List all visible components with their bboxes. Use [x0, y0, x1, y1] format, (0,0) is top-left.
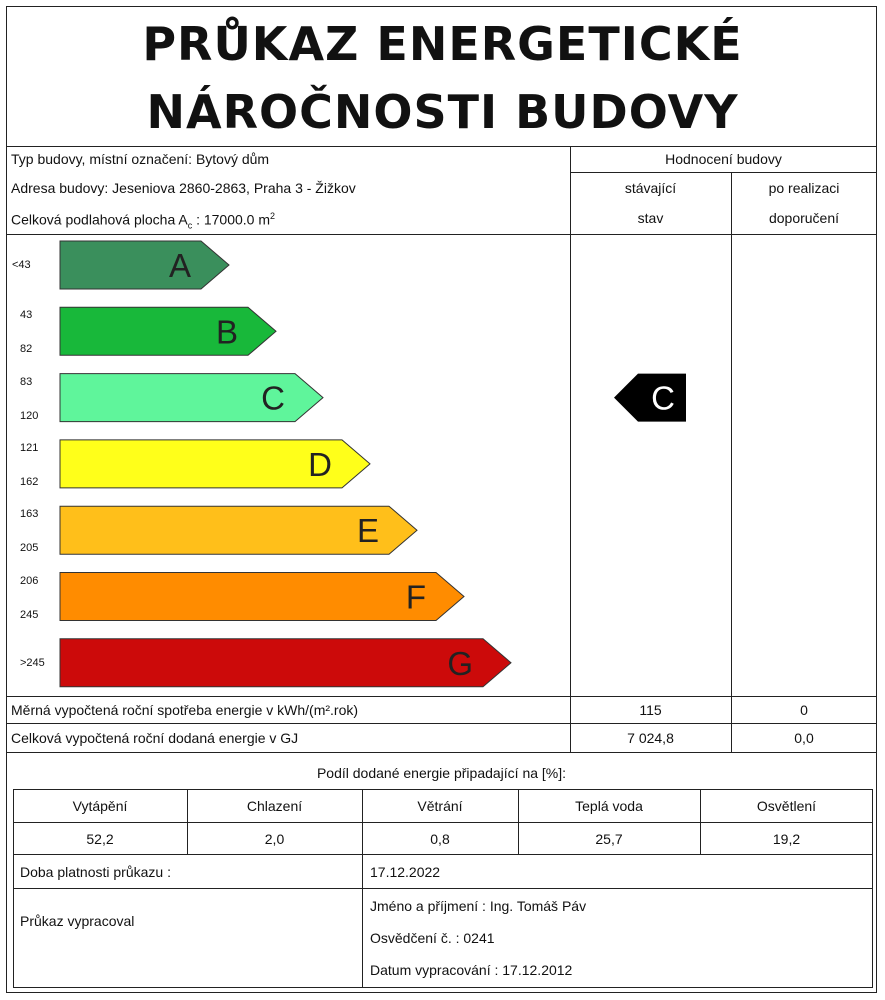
share-value-lighting: 19,2 [772, 831, 801, 847]
energy-class-letter-a: A [168, 247, 191, 284]
class-range-end-f: 245 [20, 608, 39, 621]
total-energy-current: 7 024,8 [627, 730, 674, 746]
specific-consumption-after: 0 [800, 702, 808, 718]
share-value-hot-water: 25,7 [595, 831, 623, 847]
floor-area-subscript: c [187, 220, 193, 231]
share-value-heating: 52,2 [86, 831, 114, 847]
author-label: Průkaz vypracoval [20, 913, 135, 929]
share-table-row-divider [13, 822, 873, 823]
class-range-end-b: 82 [20, 343, 33, 356]
building-address: Adresa budovy: Jeseniova 2860-2863, Praha 3 - Žižkov [11, 180, 356, 196]
energy-class-letter-d: D [308, 445, 332, 483]
total-energy-after: 0,0 [794, 730, 814, 746]
share-value-ventilation: 0,8 [430, 831, 450, 847]
floor-area-unit-exponent: 2 [270, 211, 276, 221]
share-header-lighting: Osvětlení [756, 798, 817, 814]
certificate-title-line1: PRŮKAZ ENERGETICKÉ [142, 17, 743, 71]
total-energy-label: Celková vypočtená roční dodaná energie v GJ [11, 730, 299, 746]
energy-class-arrow-a [60, 241, 229, 289]
energy-class-letter-b: B [215, 313, 238, 351]
energy-class-letter-c: C [261, 379, 285, 417]
share-header-ventilation: Větrání [417, 798, 463, 814]
author-name: Jméno a příjmení : Ing. Tomáš Páv [370, 898, 587, 914]
current-class-marker-letter: C [651, 379, 675, 417]
after-recommendation-label-line1: po realizaci [768, 180, 840, 196]
class-range-start-a: <43 [12, 259, 31, 271]
building-type: Typ budovy, místní označení: Bytový dům [11, 151, 270, 167]
class-range-end-d: 162 [20, 475, 39, 488]
validity-col-divider [362, 855, 363, 988]
rating-header-title: Hodnocení budovy [665, 151, 782, 167]
specific-consumption-current: 115 [639, 702, 662, 718]
author-date: Datum vypracování : 17.12.2012 [370, 962, 573, 978]
share-value-cooling: 2,0 [264, 831, 285, 847]
share-header-hot-water: Teplá voda [575, 798, 643, 814]
energy-class-letter-e: E [356, 512, 379, 550]
class-range-start-g: >245 [20, 656, 45, 669]
after-recommendation-label-line2: doporučení [768, 210, 840, 226]
share-header-heating: Vytápění [72, 798, 128, 814]
specific-consumption-label: Měrná vypočtená roční spotřeba energie v kWh/(m².rok) [11, 702, 359, 718]
floor-area-label: Celková podlahová plocha A [11, 211, 188, 228]
energy-class-letter-g: G [447, 644, 473, 682]
validity-row-divider [13, 888, 873, 889]
validity-label: Doba platnosti průkazu : [20, 864, 171, 880]
class-range-start-d: 121 [20, 441, 39, 454]
class-range-start-f: 206 [20, 574, 39, 587]
class-range-start-e: 163 [20, 508, 39, 521]
energy-class-arrow-f [60, 573, 464, 621]
class-range-start-c: 83 [20, 375, 33, 388]
class-range-start-b: 43 [20, 309, 33, 322]
current-class-marker [614, 374, 686, 422]
class-range-end-c: 120 [20, 409, 39, 422]
author-certificate-number: Osvědčení č. : 0241 [370, 930, 495, 946]
energy-class-arrow-b [60, 307, 276, 355]
class-range-end-e: 205 [20, 542, 39, 555]
floor-area-value: : 17000.0 m [192, 211, 271, 228]
validity-date: 17.12.2022 [370, 864, 441, 880]
share-header-cooling: Chlazení [246, 798, 303, 814]
current-state-label-line1: stávající [624, 180, 677, 196]
current-state-label-line2: stav [637, 210, 664, 226]
certificate-title-line2: NÁROČNOSTI BUDOVY [146, 85, 739, 139]
energy-class-arrow-g [60, 639, 511, 687]
energy-class-letter-f: F [405, 578, 426, 616]
energy-share-title: Podíl dodané energie připadající na [%]: [316, 765, 567, 781]
